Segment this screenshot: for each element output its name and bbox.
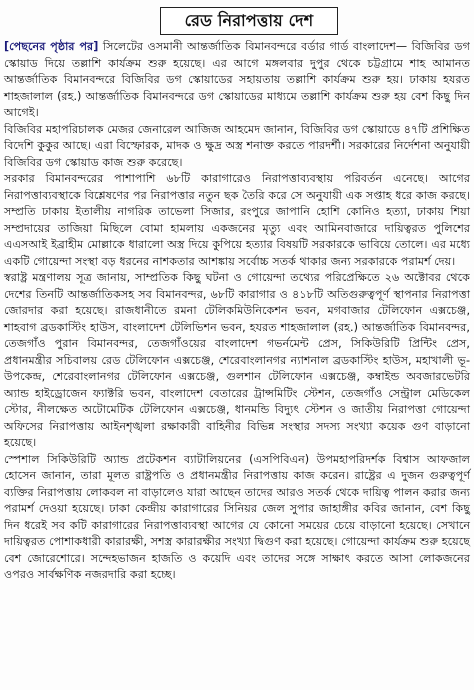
paragraph-2: বিজিবির মহাপরিচালক মেজর জেনারেল আজিজ আহমেদ জানান, বিজিবির ডগ স্কোয়াডে ৪৭টি প্রশিক্ষিত বিদেশি কুকুর আছে। এরা বিস্ফোরক, মাদক ও ক্ষুদ্র অস্ত্র শনাক্ত করতে পারদর্শী। সরকারের নির্দেশনা অনুযায়ী বিজিবির ডগ স্কোয়াড কাজ শুরু করেছে। [4,122,470,169]
paragraph-1-text: সিলেটের ওসমানী আন্তর্জাতিক বিমানবন্দরে বর্ডার গার্ড বাংলাদেশ— বিজিবির ডগ স্কোয়াড দিয়ে তল্লাশি কার্যক্রম শুরু হয়েছে। এর আগে মঙ্গলবার দুপুর থেকে চট্টগ্রামে শাহ আমানত আন্তর্জাতিক বিমানবন্দরে বিজিবির ডগ স্কোয়াডের সহায়তায় তল্লাশি কার্যক্রম শুরু হয়। ঢাকায় হযরত শাহজালাল (রহ.) আন্তর্জাতিক বিমানবন্দরে ডগ স্কোয়াডের মাধ্যমে তল্লাশি কার্যক্রম শুরু হয় বেশ কিছু দিন আগেই। [4,40,470,119]
paragraph-1 [4,39,470,122]
jump-label: [পেছনের পৃষ্ঠার পর] [4,40,99,53]
paragraph-3: সরকার বিমানবন্দরের পাশাপাশি ৬৮টি কারাগারেও নিরাপত্তাব্যবস্থায় পরিবর্তন এনেছে। আগের নিরাপত্তাব্যবস্থাকে বিশ্লেষণের পর নিরাপত্তার নতুন ছক তৈরি করে সে অনুযায়ী এক সপ্তাহ ধরে কাজ করছে। সম্প্রতি ঢাকায় ইতালীয় নাগরিক তাভেলা সিজার, রংপুরে জাপানি হোশি কোনিও হত্যা, ঢাকায় শিয়া সম্প্রদায়ের তাজিয়া মিছিলে বোমা হামলায় একজনের মৃত্যু এবং আমিনবাজারে দায়িত্বরত পুলিশের এএসআই ইব্রাহীম মোল্লাকে ধারালো অস্ত্র দিয়ে কুপিয়ে হত্যার বিষয়টি সরকারকে ভাবিয়ে তোলে। এর মধ্যে একটি গোয়েন্দা সংস্থা বড় ধরনের নাশকতার আশঙ্কায় সর্বোচ্চ সতর্ক থাকার জন্য সরকারকে পরামর্শ দেয়। [4,172,470,268]
headline: রেড নিরাপত্তায় দেশ [184,10,314,30]
paragraph-5: স্পেশাল সিকিউরিটি অ্যান্ড প্রটেকশন ব্যাটালিয়নের (এসপিবিএন) উপমহাপরিদর্শক বিশ্বাস আফজাল হোসেন জানান, তারা মূলত রাষ্ট্রপতি ও প্রধানমন্ত্রীর নিরাপত্তায় কাজ করেন। রাষ্ট্রের এ দুজন গুরুত্বপূর্ণ ব্যক্তির নিরাপত্তায় লোকবল না বাড়ালেও যারা আছেন তাদের আরও সতর্ক থেকে দায়িত্ব পালন করার জন্য পরামর্শ দেওয়া হয়েছে। ঢাকা কেন্দ্রীয় কারাগারের সিনিয়র জেল সুপার জাহাঙ্গীর কবির জানান, বেশ কিছু দিন ধরেই সব কটি কারাগারের নিরাপত্তাব্যবস্থা আগের যে কোনো সময়ের চেয়ে বাড়ানো হয়েছে। সেখানে দায়িত্বরত পোশাকধারী কারারক্ষী, সশস্ত্র কারারক্ষীর সংখ্যা দ্বিগুণ করা হয়েছে। গোয়েন্দা কার্যক্রম শুরু হয়েছে বেশ জোরেশোরে। সন্দেহভাজন হাজতি ও কয়েদি এবং তাদের সঙ্গে সাক্ষাৎ করতে আসা লোকজনের ওপরও সার্বক্ষণিক নজরদারি করা হচ্ছে। [4,452,470,581]
article-body [4,39,470,584]
headline-box [160,7,338,35]
paragraph-4: স্বরাষ্ট্র মন্ত্রণালয় সূত্র জানায়, সাম্প্রতিক কিছু ঘটনা ও গোয়েন্দা তথ্যের পরিপ্রেক্ষিতে ২৬ অক্টোবর থেকে দেশের তিনটি আন্তর্জাতিকসহ সব বিমানবন্দর, ৬৮টি কারাগার ও ৪১৮টি অতিগুরুত্বপূর্ণ স্থাপনার নিরাপত্তা জোরদার করা হয়েছে। রাজধানীতে রমনা টেলিকমিউনিকেশন ভবন, মগবাজার টেলিফোন এক্সচেঞ্জ, শাহবাগ ব্রডকাস্টিং হাউস, বাংলাদেশ টেলিভিশন ভবন, হযরত শাহজালাল (রহ.) আন্তর্জাতিক বিমানবন্দর, তেজগাঁও পুরান বিমানবন্দর, তেজগাঁওয়ের বাংলাদেশ গভর্নমেন্ট প্রেস, সিকিউরিটি প্রিন্টিং প্রেস, প্রধানমন্ত্রীর সচিবালয় রেড টেলিফোন এক্সচেঞ্জ, শেরেবাংলানগর ন্যাশনাল ব্রডকাস্টিং হাউস, মহাখালী ভূ-উপকেন্দ্র, শেরেবাংলানগর টেলিফোন এক্সচেঞ্জ, গুলশান টেলিফোন এক্সচেঞ্জ, কম্বাইন্ড অবজারভেটরি অ্যান্ড হাইড্রোজেন ফ্যাক্টরি ভবন, বাংলাদেশ বেতারের ট্রান্সমিটিং স্টেশন, তেজগাঁও সেন্ট্রাল মেডিকেল স্টোর, নীলক্ষেত অটোমেটিক টেলিফোন এক্সচেঞ্জ, ধানমন্ডি বিদ্যুৎ স্টেশন ও জাতীয় নিরাপত্তা গোয়েন্দা অফিসের নিরাপত্তায় আইনশৃঙ্খলা রক্ষাকারী বাহিনীর বিভিন্ন সংস্থার সদস্য সংখ্যা কয়েক গুণ বাড়ানো হয়েছে। [4,271,470,449]
